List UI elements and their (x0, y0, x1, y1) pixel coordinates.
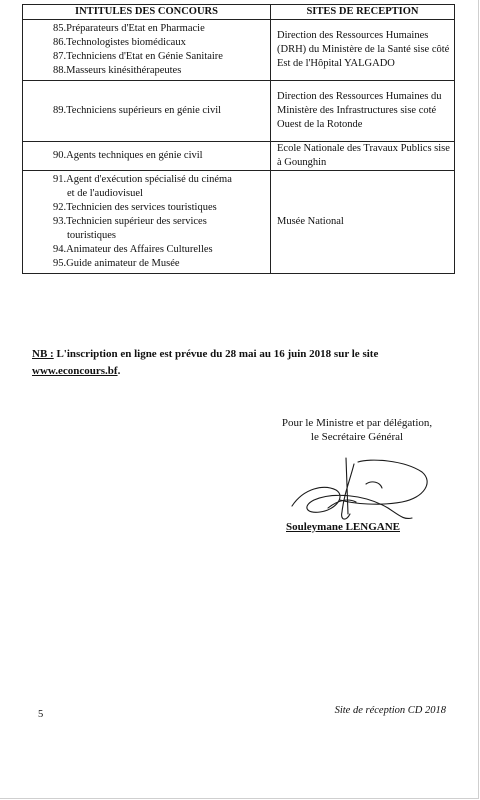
concours-table (22, 4, 455, 274)
delegation-line: Pour le Ministre et par délégation, (281, 417, 433, 429)
item-number: 94. (53, 244, 67, 255)
item-text: Technologistes biomédicaux (66, 37, 186, 48)
item-text: Techniciens d'Etat en Génie Sanitaire (66, 51, 223, 62)
list-item (53, 64, 266, 78)
list-item (53, 22, 266, 36)
item-number: 87. (53, 51, 67, 62)
website-link[interactable]: www.econcours.bf (32, 365, 118, 377)
table-header-row (23, 5, 455, 20)
list-item (53, 104, 266, 118)
item-number: 86. (53, 37, 67, 48)
reception-site: Musée National (271, 171, 455, 274)
list-item (53, 50, 266, 64)
concours-list-cell (23, 171, 271, 274)
list-item (53, 173, 266, 201)
item-text-continued: touristiques (67, 230, 116, 241)
table-row (23, 171, 455, 274)
list-item (53, 201, 266, 215)
item-number: 89. (53, 105, 67, 116)
item-text: Animateur des Affaires Culturelles (66, 244, 213, 255)
item-number: 93. (53, 216, 67, 227)
page-number: 5 (38, 709, 44, 720)
note-text: L'inscription en ligne est prévue du 28 mai au 16 juin 2018 sur le site (53, 348, 379, 360)
item-text: Préparateurs d'Etat en Pharmacie (66, 23, 205, 34)
item-number: 91. (53, 174, 67, 185)
item-text: Guide animateur de Musée (66, 258, 180, 269)
list-item (53, 243, 266, 257)
list-item (53, 36, 266, 50)
delegation-block (262, 416, 452, 444)
item-text: Technicien des services touristiques (66, 202, 217, 213)
item-text: Agent d'exécution spécialisé du cinéma (66, 174, 232, 185)
list-item (53, 257, 266, 271)
item-text: Agents techniques en génie civil (66, 150, 203, 161)
footer-caption: Site de réception CD 2018 (334, 705, 446, 716)
concours-list-cell (23, 20, 271, 81)
item-text-continued: et de l'audiovisuel (67, 188, 143, 199)
item-number: 92. (53, 202, 67, 213)
header-intitules: INTITULES DES CONCOURS (23, 5, 271, 20)
header-sites: SITES DE RECEPTION (271, 5, 455, 20)
concours-list-cell (23, 81, 271, 142)
item-text: Techniciens supérieurs en génie civil (66, 105, 222, 116)
registration-note (32, 346, 447, 380)
table-row (23, 20, 455, 81)
reception-site: Direction des Ressources Humaines du Ministère des Infrastructures sise coté Ouest de la Rotonde (271, 81, 455, 142)
reception-site: Ecole Nationale des Travaux Publics sise à Gounghin (271, 142, 455, 171)
list-item (53, 215, 266, 243)
list-item (53, 149, 266, 163)
item-number: 90. (53, 150, 67, 161)
note-end: . (117, 365, 121, 377)
note-label: NB : (32, 348, 54, 360)
reception-site: Direction des Ressources Humaines (DRH) du Ministère de la Santé sise côté Est de l'Hôpital YALGADO (271, 20, 455, 81)
item-number: 88. (53, 65, 67, 76)
item-number: 95. (53, 258, 67, 269)
item-text: Technicien supérieur des services (66, 216, 207, 227)
item-text: Masseurs kinésithérapeutes (66, 65, 182, 76)
concours-list-cell (23, 142, 271, 171)
table-row (23, 142, 455, 171)
table-row (23, 81, 455, 142)
signatory-title: le Secrétaire Général (310, 431, 404, 443)
item-number: 85. (53, 23, 67, 34)
signatory-name: Souleymane LENGANE (286, 521, 400, 533)
